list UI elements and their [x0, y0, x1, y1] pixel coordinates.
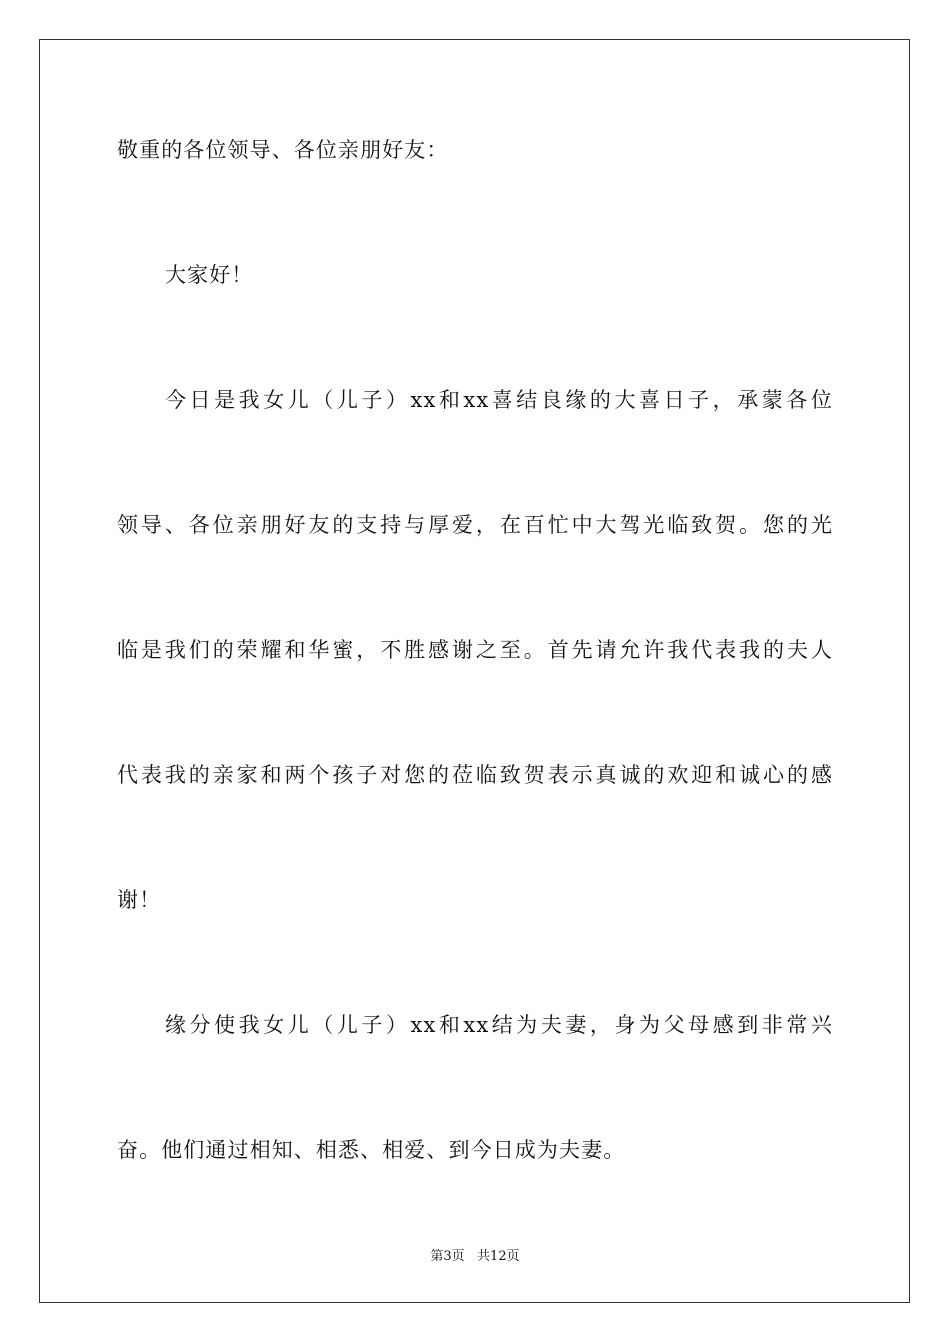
page-border [39, 39, 910, 1303]
paragraph-1-line-4: 代表我的亲家和两个孩子对您的莅临致贺表示真诚的欢迎和诚心的感 [117, 763, 833, 787]
paragraph-1-line-1: 今日是我女儿（儿子）xx和xx喜结良缘的大喜日子，承蒙各位 [165, 388, 833, 412]
greeting: 大家好！ [165, 263, 254, 287]
paragraph-2-line-1: 缘分使我女儿（儿子）xx和xx结为夫妻，身为父母感到非常兴 [165, 1013, 833, 1037]
page-number-footer: 第3页 共12页 [430, 1249, 520, 1264]
salutation: 敬重的各位领导、各位亲朋好友： [117, 138, 449, 162]
paragraph-1-line-2: 领导、各位亲朋好友的支持与厚爱，在百忙中大驾光临致贺。您的光 [117, 513, 833, 537]
paragraph-1-line-5: 谢！ [117, 888, 162, 912]
paragraph-1-line-3: 临是我们的荣耀和华蜜，不胜感谢之至。首先请允许我代表我的夫人 [117, 638, 833, 662]
paragraph-2-line-2: 奋。他们通过相知、相悉、相爱、到今日成为夫妻。 [117, 1138, 626, 1162]
